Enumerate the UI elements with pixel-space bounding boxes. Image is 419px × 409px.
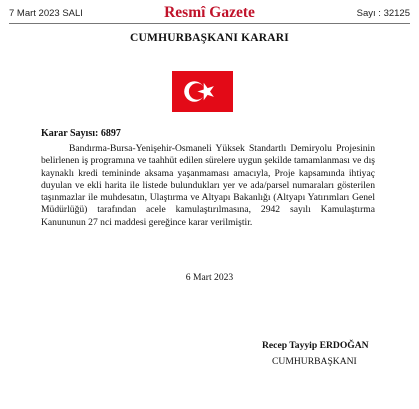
header-divider (9, 23, 410, 24)
masthead-title: Resmî Gazete (164, 4, 255, 21)
decision-number: Karar Sayısı: 6897 (41, 128, 121, 139)
signer-name: Recep Tayyip ERDOĞAN (262, 340, 369, 351)
issue-number: Sayı : 32125 (356, 8, 410, 19)
document-title: CUMHURBAŞKANI KARARI (130, 32, 289, 44)
decision-body: Bandırma-Bursa-Yenişehir-Osmaneli Yüksek Standartlı Demiryolu Projesinin belirlenen iş programına ve taahhüt edilen sürelere uygun şekilde tamamlanması ve dış kaynaklı kredi temininde aksama yaşanmaması amacıyla, Proje kapsamında ihtiyaç duyulan ve ekli harita ile listede bulundukları yer ve ada/parsel numaraları gösterilen taşınmazlar ile muhdesatın, Ulaştırma ve Altyapı Bakanlığı (Altyapı Yatırımları Genel Müdürlüğü) tarafından acele kamulaştırılmasına, 2942 sayılı Kamulaştırma Kanununun 27 nci maddesi gereğince karar verilmiştir. (41, 143, 375, 228)
header-date: 7 Mart 2023 SALI (9, 8, 83, 19)
gazette-header (9, 4, 410, 24)
decision-date: 6 Mart 2023 (185, 272, 234, 283)
signer-title: CUMHURBAŞKANI (272, 356, 357, 367)
turkish-flag-icon (172, 71, 233, 112)
